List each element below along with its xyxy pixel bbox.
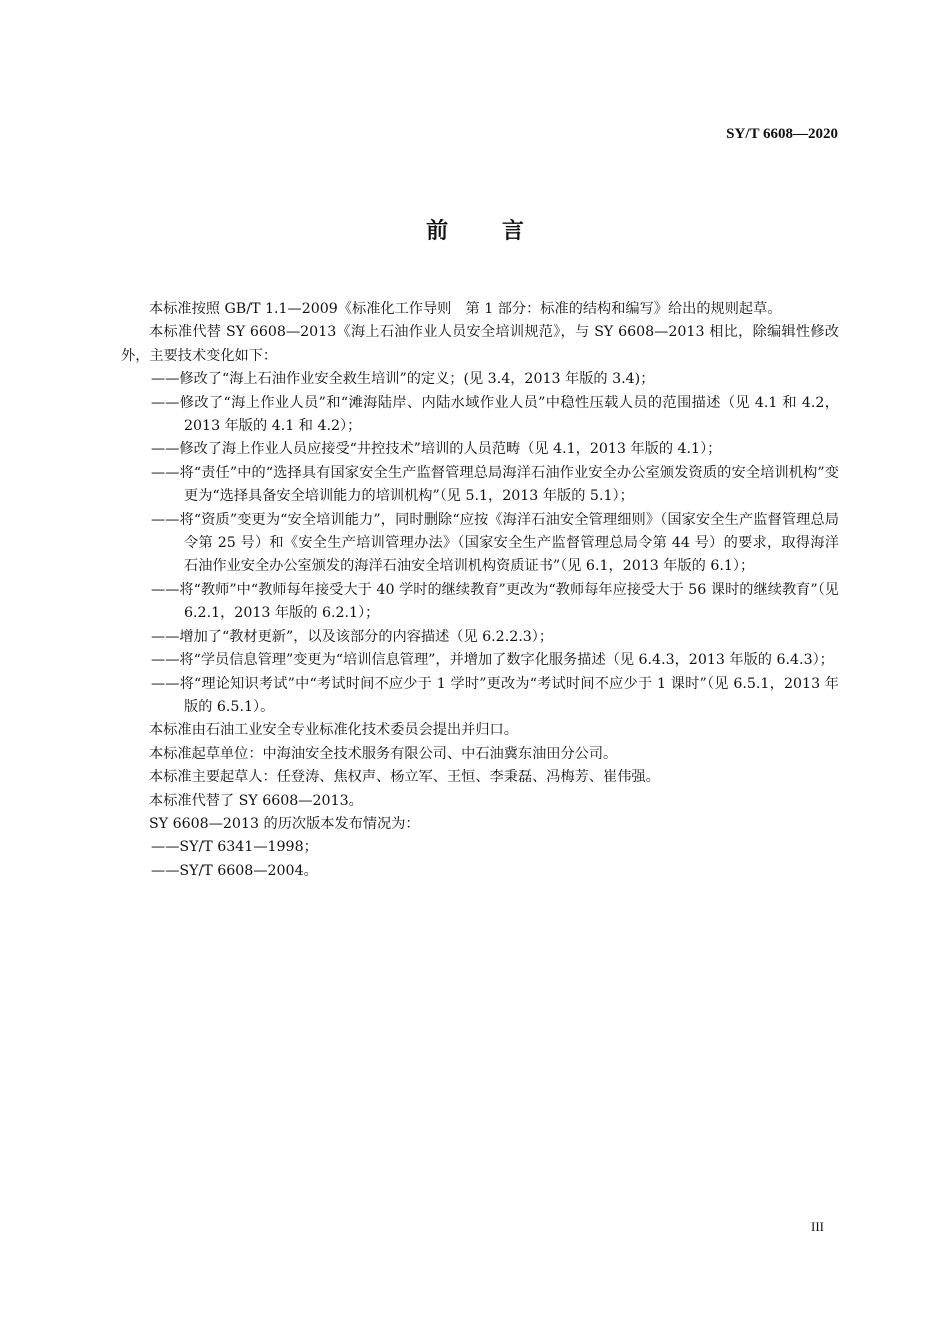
change-item: ——将“责任”中的“选择具有国家安全生产监督管理总局海洋石油作业安全办公室颁发资质的安全培训机构”变更为“选择具备安全培训能力的培训机构”（见 5.1，2013 年版的 5.1）； bbox=[151, 464, 839, 505]
history-item: ——SY/T 6608—2004。 bbox=[151, 862, 318, 879]
paragraph: 本标准代替了 SY 6608—2013。 bbox=[149, 792, 363, 809]
preface-body bbox=[121, 298, 839, 883]
change-item: ——将“资质”变更为“安全培训能力”，同时删除“应按《海洋石油安全管理细则》（国家安全生产监督管理总局令第 25 号）和《安全生产培训管理办法》（国家安全生产监督管理总局令第 44 号）的要求，取得海洋石油作业安全办公室颁发的海洋石油安全培训机构资质证书”（见 6.1，2013 年版的 6.1）； bbox=[151, 511, 839, 575]
paragraph: SY 6608—2013 的历次版本发布情况为： bbox=[149, 815, 420, 832]
paragraph: 本标准代替 SY 6608—2013《海上石油作业人员安全培训规范》，与 SY 6608—2013 相比，除编辑性修改外，主要技术变化如下： bbox=[121, 324, 839, 364]
standard-code: SY/T 6608—2020 bbox=[726, 126, 838, 142]
change-item: ——将“学员信息管理”变更为“培训信息管理”，并增加了数字化服务描述（见 6.4.3，2013 年版的 6.4.3）； bbox=[151, 652, 834, 669]
paragraph: 本标准由石油工业安全专业标准化技术委员会提出并归口。 bbox=[149, 722, 518, 739]
change-item: ——增加了“教材更新”，以及该部分的内容描述（见 6.2.2.3）； bbox=[151, 628, 554, 645]
page-number: III bbox=[811, 1219, 824, 1234]
change-item: ——修改了“海上石油作业安全救生培训”的定义；(见 3.4，2013 年版的 3.4)； bbox=[151, 371, 655, 388]
change-item: ——修改了“海上作业人员”和“滩海陆岸、内陆水域作业人员”中稳性压载人员的范围描述（见 4.1 和 4.2，2013 年版的 4.1 和 4.2）； bbox=[151, 394, 839, 435]
change-item: ——将“教师”中“教师每年接受大于 40 学时的继续教育”更改为“教师每年应接受大于 56 课时的继续教育”（见 6.2.1，2013 年版的 6.2.1）； bbox=[151, 581, 839, 622]
history-item: ——SY/T 6341—1998； bbox=[151, 839, 318, 856]
page-title: 前 言 bbox=[426, 219, 524, 244]
paragraph: 本标准按照 GB/T 1.1—2009《标准化工作导则 第 1 部分：标准的结构和编写》给出的规则起草。 bbox=[149, 301, 782, 317]
change-item: ——将“理论知识考试”中“考试时间不应少于 1 学时”更改为“考试时间不应少于 1 课时”（见 6.5.1，2013 年版的 6.5.1）。 bbox=[151, 675, 839, 715]
paragraph: 本标准起草单位：中海油安全技术服务有限公司、中石油冀东油田分公司。 bbox=[149, 745, 618, 762]
change-item: ——修改了海上作业人员应接受“井控技术”培训的人员范畴（见 4.1，2013 年版的 4.1）； bbox=[151, 441, 722, 458]
paragraph: 本标准主要起草人：任登涛、焦权声、杨立军、王恒、李秉磊、冯梅芳、崔伟强。 bbox=[149, 769, 660, 786]
